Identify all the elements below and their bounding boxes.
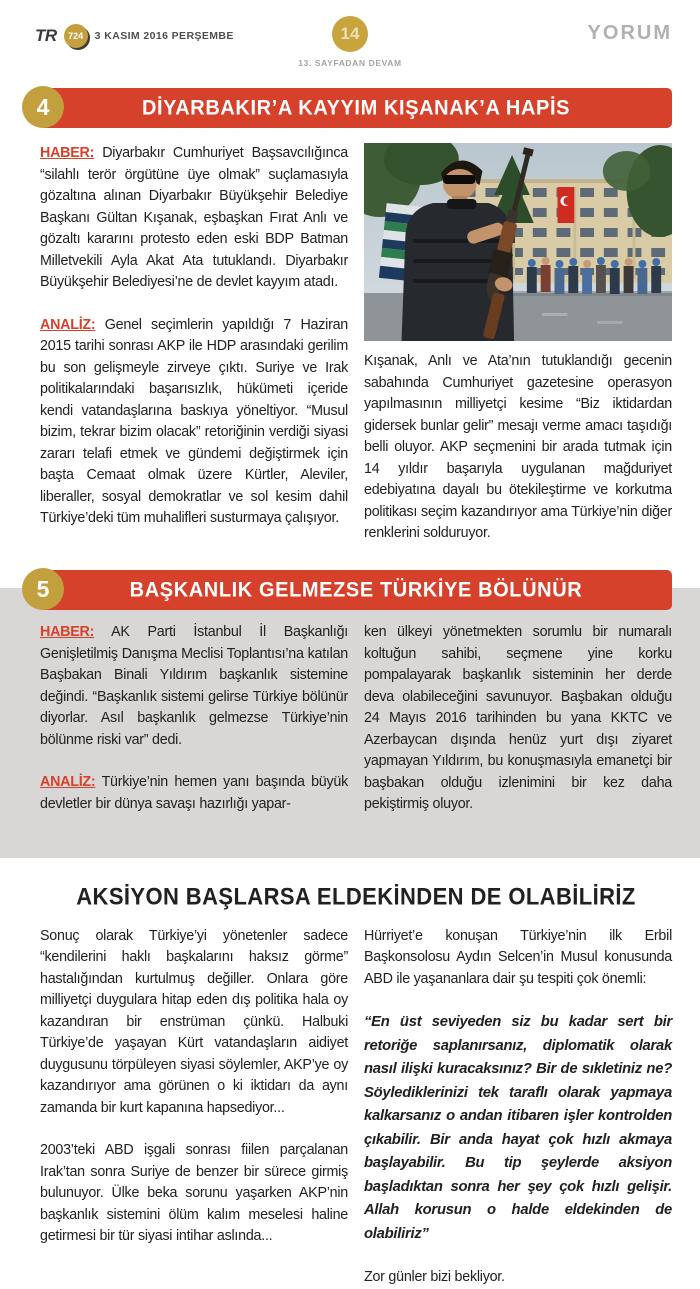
continuation-text: ken ülkeyi yönetmekten sorumlu bir numaralı koltuğun sahibi, seçmene yine korku pompalayarak başkanlık sisteminin her derde deva olabileceğini savunuyor. Başbakan olduğu 24 Mayıs 2016 tarihinden bu yana KKTC ve Azerbaycan dışında henüz yurt dışı ziyaret yapmayan Yıldırım, bu konuşmasıyla emanetçi bir başbakan olduğu izlenimini bir kez daha pekiştirmiş oluyor. <box>364 624 672 812</box>
article-5-right-column <box>364 622 672 816</box>
article-4-right-column <box>364 143 672 555</box>
logo-text: TR <box>35 26 57 45</box>
article-4 <box>36 88 672 555</box>
pull-quote: “En üst seviyeden siz bu kadar sert bir retoriğe saplanırsanız, diplomatik olarak nasıl ilişki kuracaksınız? Bir de sıkletiniz ne? Söylediklerinizi tek taraflı olarak yapmaya kalkarsanız o andan itibaren işler kontrolden çıkabilir. Bir anda hayat çok hızlı akmaya başlayabilir. Bu tip şeylerde aksiyon başladıktan sonra her şey çok hızlı gelişir. Allah korusun o halde eldekinden de olabiliriz” <box>364 1014 672 1242</box>
article-title: BAŞKANLIK GELMEZSE TÜRKİYE BÖLÜNÜR <box>129 577 583 602</box>
article-title: DİYARBAKIR’A KAYYIM KIŞANAK’A HAPİS <box>141 95 571 120</box>
tr724-logo <box>35 24 234 48</box>
article-4-columns <box>40 143 672 555</box>
article-6 <box>40 884 672 1289</box>
analiz-paragraph <box>40 315 348 530</box>
haber-label: HABER: <box>40 624 95 640</box>
section-label: YORUM <box>587 22 672 44</box>
closing-line: Zor günler bizi bekliyor. <box>364 1269 505 1285</box>
haber-paragraph <box>40 622 348 751</box>
article-title-bar <box>40 570 672 610</box>
article-number-badge: 5 <box>22 568 64 610</box>
article-6-left-column <box>40 926 348 1289</box>
page-number-badge: 14 <box>332 16 368 52</box>
article-4-left-column <box>40 143 348 555</box>
body-paragraph: 2003’teki ABD işgali sonrası fiilen parçalanan Irak’tan sonra Suriye de benzer bir sürece girmiş bulunuyor. Ülke beka sorunu yaşarken AKP’nin başkanlık sistemini ölüm kalım meselesi haline getirmesi bir tür siyasi intihar aslında... <box>40 1142 348 1244</box>
article-6-columns <box>40 926 672 1289</box>
analiz-label: ANALİZ: <box>40 774 96 790</box>
article-4-header <box>36 88 672 128</box>
haber-text: Diyarbakır Cumhuriyet Başsavcılığınca “silahlı terör örgütüne üye olmak” suçlamasıyla gözaltına alınan Diyarbakır Büyükşehir Belediye Başkanı Gültan Kışanak, eşbaşkan Fırat Anlı ve gözaltı kararını protesto eden eski BDP Batman Milletvekili Ayla Akat Ata tutuklandı. Diyarbakır Büyükşehir Belediyesi’ne de devlet kayyım atadı. <box>40 145 348 290</box>
article-5-left-column <box>40 622 348 816</box>
photo-side-text: Kışanak, Anlı ve Ata’nın tutuklandığı gecenin sabahında Cumhuriyet gazetesine operasyon yapılmasının milliyetçi kesime “Biz iktidardan gidersek bunlar gelir” mesajı verme amacı taşıdığı belli oluyor. AKP seçmenini bir arada tutmak için 14 yıldır başarıyla uygulanan mağduriyet edebiyatına dayalı bu ötekileştirme ve korkutma politikası seçim kazandırıyor ama Türkiye’nin diğer renklerini solduruyor. <box>364 353 672 541</box>
continued-from-note: 13. SAYFADAN DEVAM <box>298 58 402 68</box>
logo-724-badge: 724 <box>64 24 88 48</box>
page-header <box>0 0 700 88</box>
article-6-right-column <box>364 926 672 1289</box>
article-title: AKSİYON BAŞLARSA ELDEKİNDEN DE OLABİLİRİZ <box>76 882 636 910</box>
haber-text: AK Parti İstanbul İl Başkanlığı Genişletilmiş Danışma Meclisi Toplantısı’na katılan Başbakan Binali Yıldırım başkanlık sistemine değindi. “Başkanlık sistemi gelirse Türkiye bölünür diyorlar. Asıl başkanlık gelmezse Türkiye’nin bölünme riski var” dedi. <box>40 624 349 748</box>
analiz-text: Türkiye’nin hemen yanı başında büyük devletler bir dünya savaşı hazırlığı yapar- <box>40 774 349 812</box>
turkish-flag <box>557 187 574 223</box>
analiz-text: Genel seçimlerin yapıldığı 7 Haziran 2015 tarihi sonrası AKP ile HDP arasındaki gerilim bu son gelişmeyle zirveye çıktı. Suriye ve Irak politikalarındaki başarısızlık, hükümeti içeride kendi vatandaşlarına baskıya yöneltiyor. “Musul bizim, tekrar bizim olacak” retoriğinin verdiği siyasi zararı telafi etmek ve gündemi değiştirmek için başta Cemaat olmak üzere Kürtler, Aleviler, liberaller, sosyal demokratlar ve sol kesim dahil Türkiye’deki tüm muhalifleri susturmaya çalışıyor. <box>40 316 348 526</box>
article-title-bar <box>40 88 672 128</box>
body-paragraph: Sonuç olarak Türkiye’yi yönetenler sadece “kendilerini haklı başkalarını haksız görme” hastalığından kurtulmuş değiller. Onlara göre milliyetçi duygulara hitap eden dış politika hala oy kazandıran bir enstrüman çünkü. Halbuki Türkiye’de yaşayan Kürt vatandaşların aidiyet duygusunu törpüleyen siyasi söylemler, AKP’ye oy kazandırıyor ama görünen o ki iktidarı da aynı zamanda bir kurt kapanına hapsediyor... <box>40 927 348 1116</box>
haber-paragraph <box>40 143 348 294</box>
article-number-badge: 4 <box>22 86 64 128</box>
article-5-header <box>36 570 672 610</box>
article-5-columns <box>40 622 672 816</box>
analiz-paragraph <box>40 772 348 815</box>
body-paragraph: Hürriyet’e konuşan Türkiye’nin ilk Erbil Başkonsolosu Aydın Selcen’in Musul konusunda ABD ile yaşananlara dair şu tespiti çok önemli: <box>364 927 672 987</box>
haber-label: HABER: <box>40 145 95 161</box>
article-5 <box>36 570 672 858</box>
analiz-label: ANALİZ: <box>40 316 96 333</box>
issue-date: 3 KASIM 2016 PERŞEMBE <box>94 30 234 42</box>
news-photo <box>364 143 672 341</box>
